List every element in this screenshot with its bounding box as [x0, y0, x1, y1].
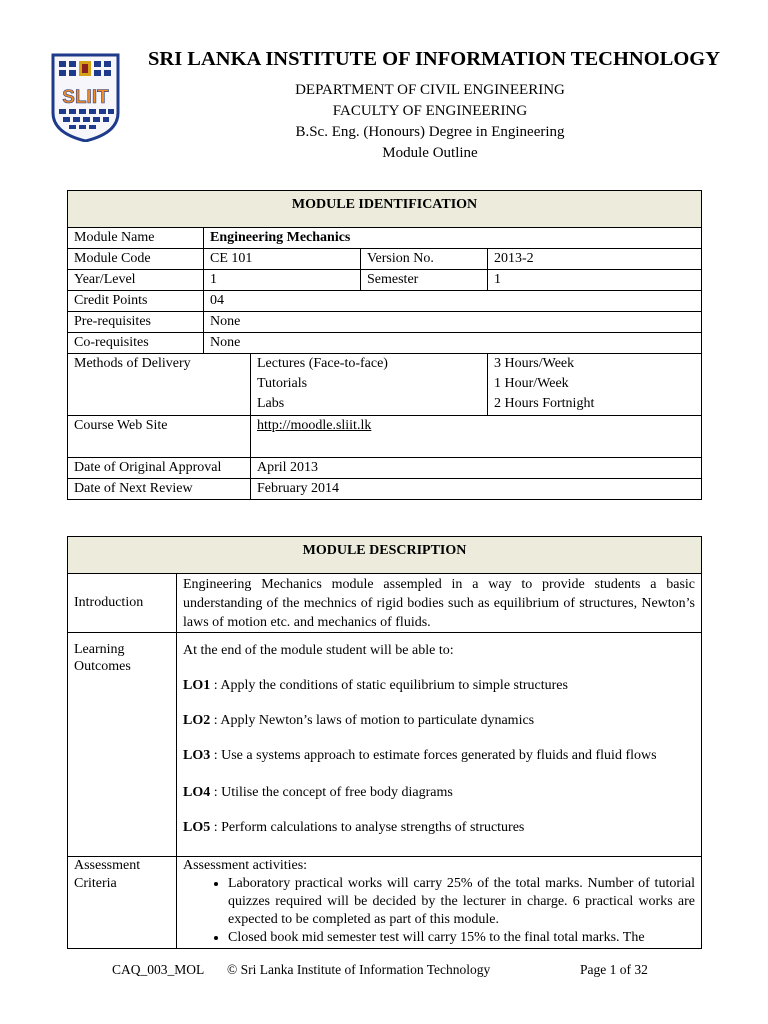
semester-label: Semester — [361, 270, 488, 291]
delivery-hours — [488, 354, 702, 416]
module-name-label: Module Name — [68, 228, 204, 249]
institute-title: SRI LANKA INSTITUTE OF INFORMATION TECHNOLOGY — [148, 48, 721, 70]
learning-outcome: LO2 : Apply Newton’s laws of motion to particulate dynamics — [183, 713, 535, 728]
description-heading: MODULE DESCRIPTION — [68, 537, 702, 574]
module-identification-table — [67, 190, 702, 500]
delivery-method: Tutorials — [257, 376, 308, 391]
learning-outcome: LO1 : Apply the conditions of static equilibrium to simple structures — [183, 678, 568, 693]
logo-text: SLIIT — [62, 87, 109, 108]
coreq-label: Co-requisites — [68, 333, 204, 354]
credit-label: Credit Points — [68, 291, 204, 312]
module-name-value: Engineering Mechanics — [204, 228, 702, 249]
lo-intro: At the end of the module student will be able to: — [183, 643, 454, 658]
prereq-label: Pre-requisites — [68, 312, 204, 333]
lo-label-line: Learning — [74, 642, 125, 657]
assessment-item: • Laboratory practical works will carry 25% of the total marks. Number of tutorial quizzes required will be decided by the lecturer in charge. 6 practical works are expected to be completed as part of this module. — [228, 875, 695, 929]
approval-value: April 2013 — [251, 458, 702, 479]
assess-label-line: Criteria — [74, 876, 117, 891]
semester-value: 1 — [488, 270, 702, 291]
department-title: DEPARTMENT OF CIVIL ENGINEERING — [295, 82, 565, 98]
learning-outcome: LO4 : Utilise the concept of free body diagrams — [183, 785, 453, 800]
degree-title: B.Sc. Eng. (Honours) Degree in Engineering — [295, 124, 565, 140]
lo-label-line: Outcomes — [74, 659, 131, 674]
coreq-value: None — [204, 333, 702, 354]
delivery-hours-value: 3 Hours/Week — [494, 356, 575, 371]
module-description-table — [67, 536, 702, 949]
delivery-methods — [251, 354, 488, 416]
faculty-title: FACULTY OF ENGINEERING — [332, 103, 528, 119]
delivery-method: Labs — [257, 396, 285, 411]
delivery-label: Methods of Delivery — [68, 354, 251, 416]
lo-label — [68, 633, 177, 857]
year-label: Year/Level — [68, 270, 204, 291]
delivery-method: Lectures (Face-to-face) — [257, 356, 388, 371]
intro-label: Introduction — [68, 574, 177, 633]
delivery-hours-value: 2 Hours Fortnight — [494, 396, 595, 411]
module-code-value: CE 101 — [204, 249, 361, 270]
review-label: Date of Next Review — [68, 479, 251, 500]
identification-heading: MODULE IDENTIFICATION — [68, 191, 702, 228]
module-code-label: Module Code — [68, 249, 204, 270]
version-label: Version No. — [361, 249, 488, 270]
intro-text: Engineering Mechanics module assempled in a way to provide students a basic understanding of the mechnics of rigid bodies such as equilibrium of structures, Newton’s laws of motion etc. and mechanics of fluids. — [183, 577, 695, 630]
assessment-item: • Closed book mid semester test will carry 15% to the final total marks. The — [228, 929, 695, 947]
footer-page: Page 1 of 32 — [580, 962, 648, 977]
assess-label — [68, 857, 177, 949]
learning-outcome: LO3 : Use a systems approach to estimate forces generated by fluids and fluid flows — [183, 748, 657, 763]
website-label: Course Web Site — [68, 416, 251, 458]
course-website-link[interactable]: http://moodle.sliit.lk — [257, 418, 372, 433]
doc-type-title: Module Outline — [382, 145, 478, 161]
delivery-hours-value: 1 Hour/Week — [494, 376, 569, 391]
assess-label-line: Assessment — [74, 858, 141, 873]
footer-copyright: © Sri Lanka Institute of Information Technology — [227, 962, 491, 977]
assess-intro: Assessment activities: — [183, 858, 308, 873]
sliit-logo — [51, 53, 120, 142]
credit-value: 04 — [204, 291, 702, 312]
approval-label: Date of Original Approval — [68, 458, 251, 479]
version-value: 2013-2 — [488, 249, 702, 270]
year-value: 1 — [204, 270, 361, 291]
review-value: February 2014 — [251, 479, 702, 500]
learning-outcome: LO5 : Perform calculations to analyse strengths of structures — [183, 820, 525, 835]
assessment-list — [183, 875, 695, 947]
footer-code: CAQ_003_MOL — [112, 962, 205, 977]
prereq-value: None — [204, 312, 702, 333]
